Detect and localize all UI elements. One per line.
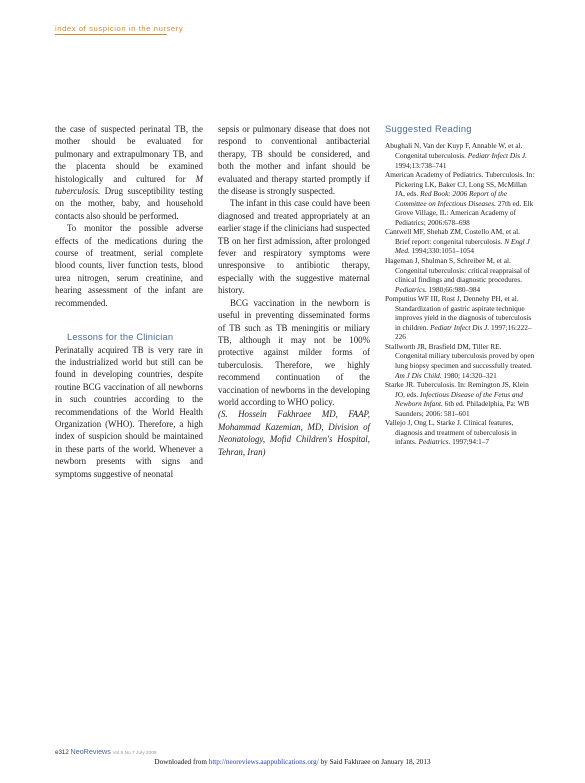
reference-item: American Academy of Pediatrics. Tuberculosis. In: Pickering LK, Baker CJ, Long SS, McMillan JA, eds. Red Book: 2006 Report of the Committee on Infectious Diseases. 27th ed. Elk Grove Village, IL: American Academy of Pediatrics; 2006:678–698 [385,170,535,227]
reference-item: Abughali N, Van der Kuyp F, Annable W, et al. Congenital tuberculosis. Pediatr Infect Dis J. 1994;13:738–741 [385,141,527,170]
paragraph: The infant in this case could have been diagnosed and treated appropriately at an earlier stage if the clinicians had suspected TB on her first admission, after prolonged fever and respiratory symptoms were unresponsive to antibiotic therapy, especially with the suggestive maternal history. [218,198,370,296]
paragraph: the case of suspected perinatal TB, the mother should be evaluated for pulmonary and extrapulmonary TB, and the placenta should be examined histologically and cultured for M tuberculosis. Drug susceptibility testing on the mother, baby, and household contacts also should be performed. [55,124,203,221]
reference-item: Hageman J, Shulman S, Schreiber M, et al. Congenital tuberculosis: critical reappraisal of clinical findings and diagnostic procedures. Pediatrics. 1980;66:980–984 [385,255,530,294]
references-column [385,123,535,447]
column-1 [55,123,203,480]
reference-item: Cantwell MF, Shehab ZM, Costello AM, et al. Brief report: congenital tuberculosis. N Engl J Med. 1994;330:1051–1054 [385,227,530,256]
reference-item: Stallworth JR, Brasfield DM, Tiller RE. Congenital miliary tuberculosis proved by open lung biopsy specimen and successfully treated. Am J Dis Child. 1980; 14:320–321 [385,341,535,380]
section-tag: index of suspicion in the nursery [55,24,184,33]
author-credit: (S. Hossein Fakhraee MD, FAAP, Mohammad Kazemian, MD, Division of Neonatology, Mofid Children's Hospital, Tehran, Iran) [218,409,370,457]
issue-info: Vol.9 No.7 July 2008 [112,751,157,756]
references-heading: Suggested Reading [385,124,472,134]
paragraph: To monitor the possible adverse effects of the medications during the course of treatment, serial complete blood counts, liver function tests, blood urea nitrogen, serum creatinine, and hearing assessment of the infant are recommended. [55,223,203,308]
journal-name: NeoReviews [70,747,111,756]
paragraph: sepsis or pulmonary disease that does not respond to conventional antibacterial therapy, TB should be considered, and both the mother and infant should be evaluated and therapy started promptly if the disease is strongly suspected. [218,124,370,197]
section-tag-rule [55,34,167,35]
page-footer [55,747,157,756]
download-notice: Downloaded from http://neoreviews.aappublications.org/ by Said Fakhraee on January 18, 2013 [154,758,431,766]
section-heading: Lessons for the Clinician [67,332,174,343]
paragraph: Perinatally acquired TB is very rare in the industrialized world but still can be found in developing countries, despite routine BCG vaccination of all newborns in such countries according to the recommendations of the World Health Organization (WHO). Therefore, a high index of suspicion should be maintained in these parts of the world. Whenever a newborn presents with signs and symptoms suggestive of neonatal [55,344,203,479]
reference-item: Starke JR. Tuberculosis. In: Remington JS, Klein JO, eds. Infectious Disease of the Fetus and Newborn Infant. 6th ed. Philadelphia, Pa: WB Saunders; 2006: 581–601 [385,380,530,418]
download-link[interactable]: http://neoreviews.aappublications.org/ [208,758,319,766]
column-2 [218,123,370,458]
reference-item: Pomputius WF III, Rost J, Dennehy PH, et al. Standardization of gastric aspirate technique improves yield in the diagnosis of tuberculosis in children. Pediatr Infect Dis J. 1997;16:222–226 [385,294,532,342]
page-number: e312 [55,749,69,756]
reference-item: Vallejo J, Ong L, Starke J. Clinical features, diagnosis and treatment of tuberculosis in infants. Pediatrics. 1997;94:1–7 [385,418,517,447]
paragraph: BCG vaccination in the newborn is useful in preventing disseminated forms of TB such as TB meningitis or miliary TB, although it may not be 100% protective against milder forms of tuberculosis. Therefore, we highly recommend continuation of the vaccination of newborns in the developing world according to WHO policy. [218,297,370,407]
